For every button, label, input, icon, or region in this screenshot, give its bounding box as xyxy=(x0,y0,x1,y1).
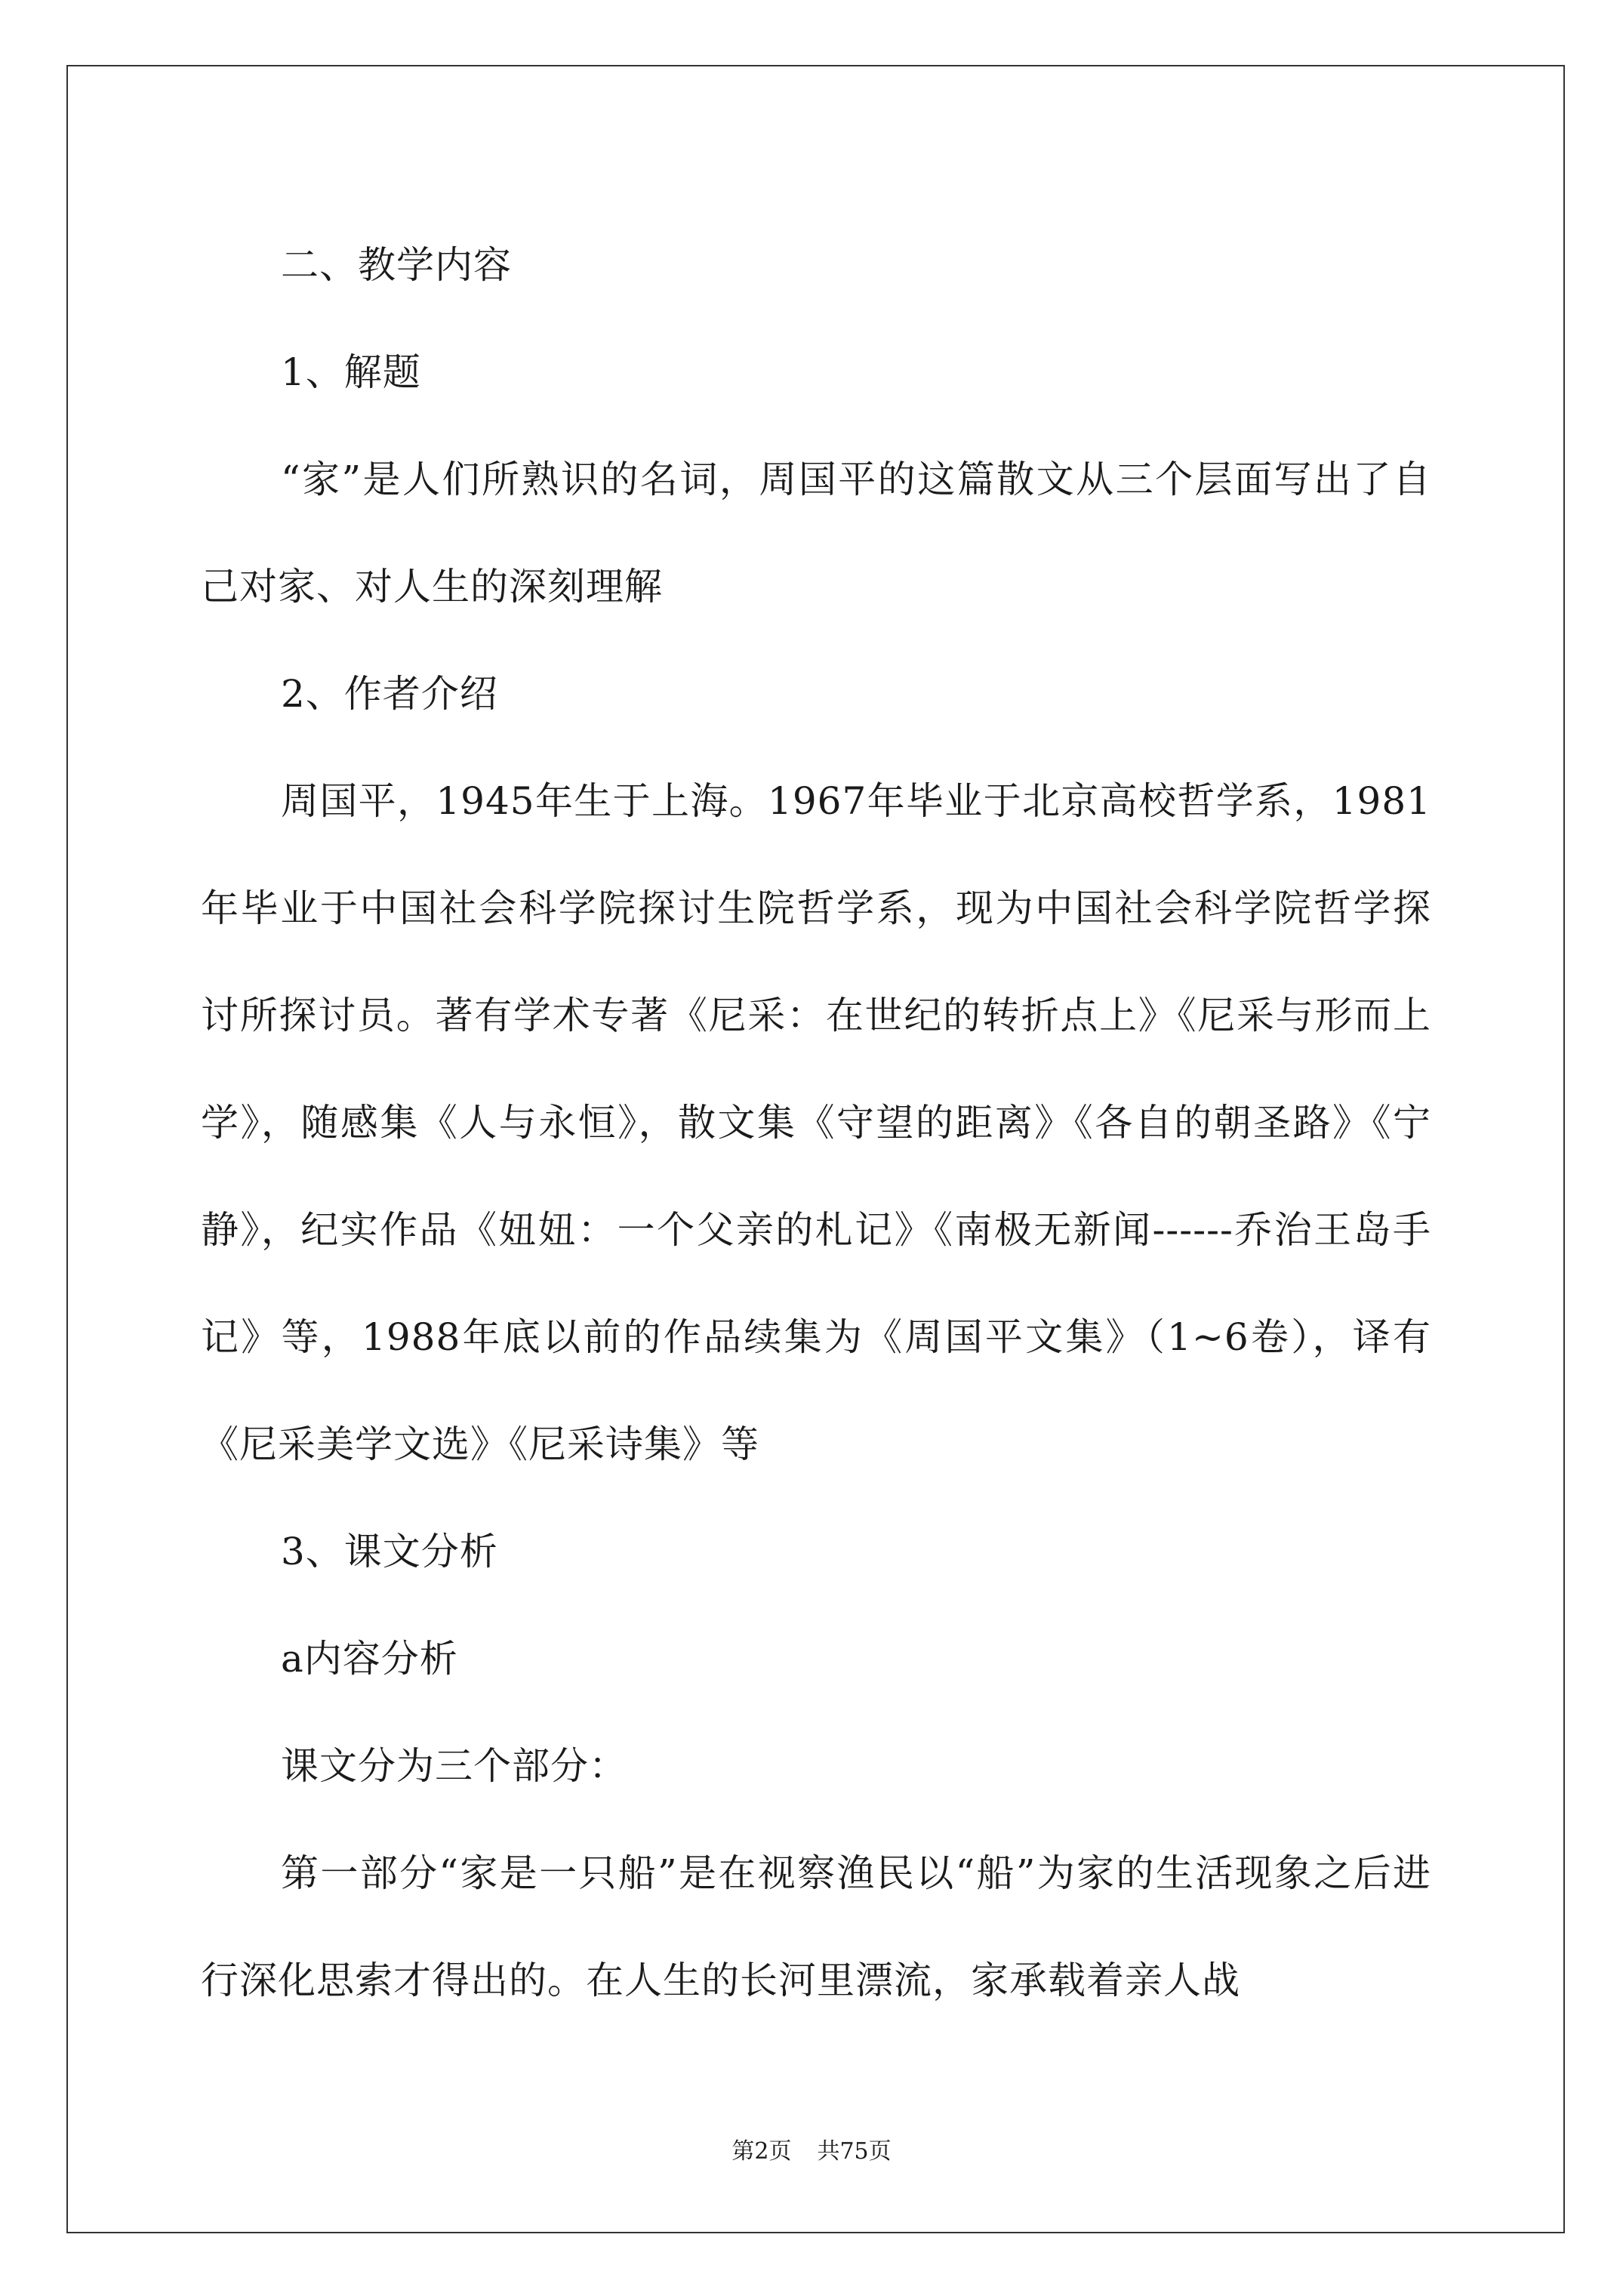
paragraph-title-explanation: “家”是人们所熟识的名词，周国平的这篇散文从三个层面写出了自己对家、对人生的深刻理解 xyxy=(201,458,1431,609)
subheading-content-analysis: a内容分析 xyxy=(281,1637,458,1681)
document-body xyxy=(201,211,1431,2034)
page-total: 共75页 xyxy=(817,2138,892,2165)
page-number: 第2页 xyxy=(731,2138,792,2165)
paragraph-part-one: 第一部分“家是一只船”是在视察渔民以“船”为家的生活现象之后进行深化思索才得出的。在人生的长河里漂流，家承载着亲人战 xyxy=(201,1851,1431,2002)
section-heading-teaching-content: 二、教学内容 xyxy=(281,243,512,287)
paragraph-author-intro: 周国平，1945年生于上海。1967年毕业于北京高校哲学系，1981年毕业于中国社会科学院探讨生院哲学系，现为中国社会科学院哲学探讨所探讨员。著有学术专著《尼采：在世纪的转折点上》《尼采与形而上学》，随感集《人与永恒》，散文集《守望的距离》《各自的朝圣路》《宁静》，纪实作品《妞妞：一个父亲的札记》《南极无新闻------乔治王岛手记》等，1988年底以前的作品续集为《周国平文集》（1~6卷），译有《尼采美学文选》《尼采诗集》等 xyxy=(201,779,1431,1466)
subheading-title-explanation: 1、解题 xyxy=(281,350,421,394)
subheading-text-analysis: 3、课文分析 xyxy=(281,1530,498,1573)
page-footer xyxy=(0,2137,1623,2167)
paragraph-text-parts: 课文分为三个部分： xyxy=(281,1744,627,1788)
subheading-author-intro: 2、作者介绍 xyxy=(281,672,498,716)
